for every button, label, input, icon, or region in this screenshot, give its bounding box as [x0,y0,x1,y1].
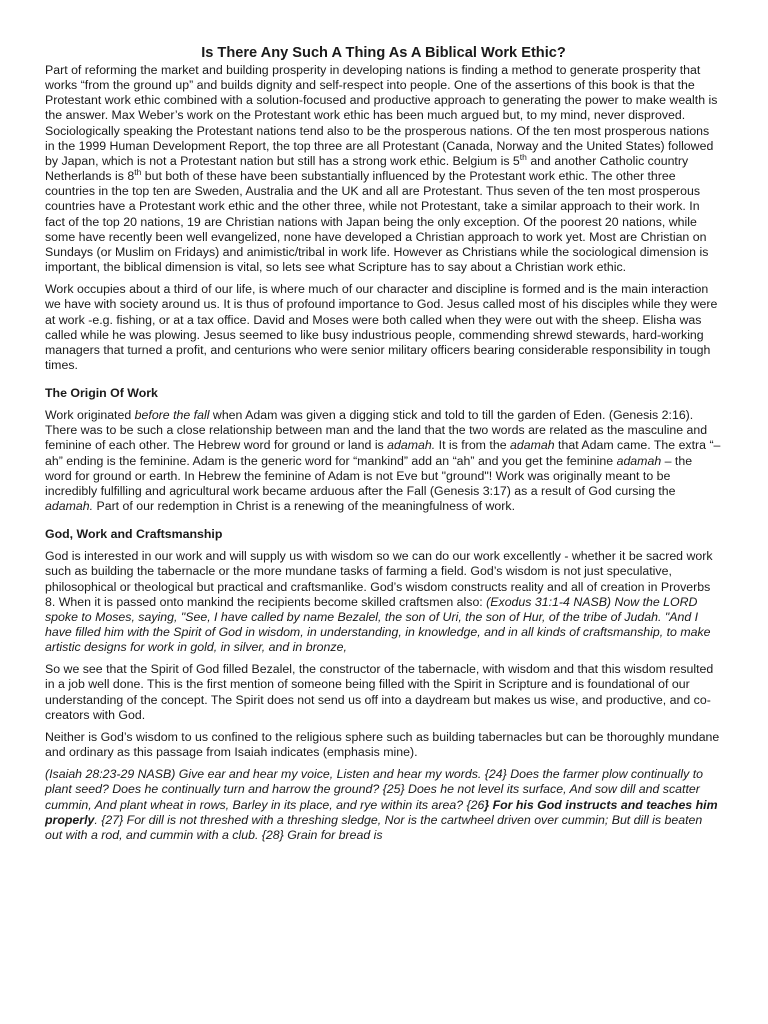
italic-text: adamah [616,453,662,468]
superscript: th [134,167,142,178]
paragraph-origin [45,408,722,514]
text-run: – the word for ground or earth. In Hebrew the feminine of Adam is not Eve but "ground"! Work was originally meant to be incredibly fulfilling and agricultural work became arduous after the Fall (Genesis 3:17) as a result of God cursing the [45,453,693,498]
paragraph-craftsmanship [45,549,722,655]
text-run: Part of reforming the market and building prosperity in developing nations is finding a method to generate prosperity that works “from the ground up” and builds dignity and self-respect into people. One of the assertions of this book is that the Protestant work ethic combined with a solution-focused and productive approach to generating the power to make wealth is the answer. Max Weber’s work on the Protestant work ethic has been much argued but, to my mind, never disproved. Sociologically speaking the Protestant nations tend also to be the prosperous nations. Of the ten most prosperous nations in the 1999 Human Development Report, the top three are all Protestant (Canada, Norway and the United States) followed by Japan, which is not a Protestant nation but still has a strong work ethic. Belgium is 5 [45,63,718,168]
scripture-quote-isaiah: (Isaiah 28:23-29 NASB) Give ear and hear my voice, Listen and hear my words. {24} Does the farmer plow continually to plant seed? Does he continually turn and harrow the ground? {25} Does he not level its surface, And sow dill and scatter cummin, And plant wheat in rows, Barley in its place, and rye within its area? {26 [45,767,703,812]
text-run: that Adam came. The extra “–ah” ending is the feminine. Adam is the generic word for “mankind” add an “ah” and you get the feminine [45,438,721,468]
italic-text: adamah. [387,438,436,453]
scripture-quote-exodus: (Exodus 31:1-4 NASB) Now the LORD spoke to Moses, saying, "See, I have called by name Bezalel, the son of Uri, the son of Hur, of the tribe of Judah. "And I have filled him with the Spirit of God in wisdom, in understanding, in knowledge, and in all kinds of craftsmanship, to make artistic designs for work in gold, in silver, and in bronze, [45,594,711,655]
paragraph-isaiah-quote [45,767,722,843]
scripture-quote-isaiah-cont: . {27} For dill is not threshed with a threshing sledge, Nor is the cartwheel driven over cummin; But dill is beaten out with a rod, and cummin with a club. {28} Grain for bread is [45,812,703,842]
paragraph-intro [45,63,722,275]
emphasis-text: } For his God instructs and teaches him properly [45,797,718,827]
text-run: It is from the [435,438,510,453]
superscript: th [519,151,527,162]
text-run: God is interested in our work and will supply us with wisdom so we can do our work excellently - whether it be sacred work such as building the tabernacle or the more mundane tasks of farming a field. God’s wisdom is not just speculative, philosophical or theological but practical and craftsmanlike. God’s wisdom constructs reality and all of creation in Proverbs 8. When it is passed onto mankind the recipients become skilled craftsmen also: [45,549,713,609]
page-title: Is There Any Such A Thing As A Biblical Work Ethic? [201,45,566,61]
italic-text: adamah [510,438,555,453]
heading-craftsmanship: God, Work and Craftsmanship [45,527,223,542]
heading-origin-of-work: The Origin Of Work [45,386,158,401]
text-run: and another Catholic country Netherlands is 8 [45,153,689,184]
text-run: Part of our redemption in Christ is a renewing of the meaningfulness of work. [93,499,516,514]
paragraph-work-occupies: Work occupies about a third of our life, is where much of our character and discipline is formed and is the main interaction we have with society around us. It is thus of profound importance to God. Jesus called most of his disciples while they were at work -e.g. fishing, or at a tax office. David and Moses were both called when they were out with the sheep. Elisha was called while he was plowing. Jesus seemed to like busy industrious people, commending shrewd stewards, hard-working managers that turned a profit, and centurions who were senior military officers bearing considerable responsibility in tough times. [45,282,718,372]
italic-text: before the fall [134,408,210,423]
paragraph-bezalel: So we see that the Spirit of God filled Bezalel, the constructor of the tabernacle, with wisdom and that this wisdom resulted in a job well done. This is the first mention of someone being filled with the Spirit in Scripture and is foundational of our understanding of the concept. The Spirit does not send us off into a daydream but makes us wise, and productive, and co-creators with God. [45,662,714,722]
paragraph-mundane: Neither is God’s wisdom to us confined to the religious sphere such as building tabernacles but can be thoroughly mundane and ordinary as this passage from Isaiah indicates (emphasis mine). [45,729,720,760]
text-run: but both of these have been substantially influenced by the Protestant work ethic. The other three countries in the top ten are Sweden, Australia and the UK and all are Protestant. Thus seven of the ten most prosperous countries have a Protestant work ethic and the other three, while not Protestant, take a similar approach to their work. In fact of the top 20 nations, 19 are Christian nations with Japan being the only exception. Of the poorest 20 nations, while some have recently been well evangelized, none have developed a Christian approach to work yet. Most are Christian on Sundays (or Muslim on Fridays) and animistic/tribal in work life. However as Christians while the sociological dimension is important, the biblical dimension is vital, so lets see what Scripture has to say about a Christian work ethic. [45,169,709,275]
text-run: Work originated [45,408,135,423]
italic-text: adamah. [45,499,94,514]
text-run: when Adam was given a digging stick and told to till the garden of Eden. (Genesis 2:16). There was to be such a close relationship between man and the land that the two words are related as the masculine and feminine of each other. The Hebrew word for ground or land is [45,408,708,453]
